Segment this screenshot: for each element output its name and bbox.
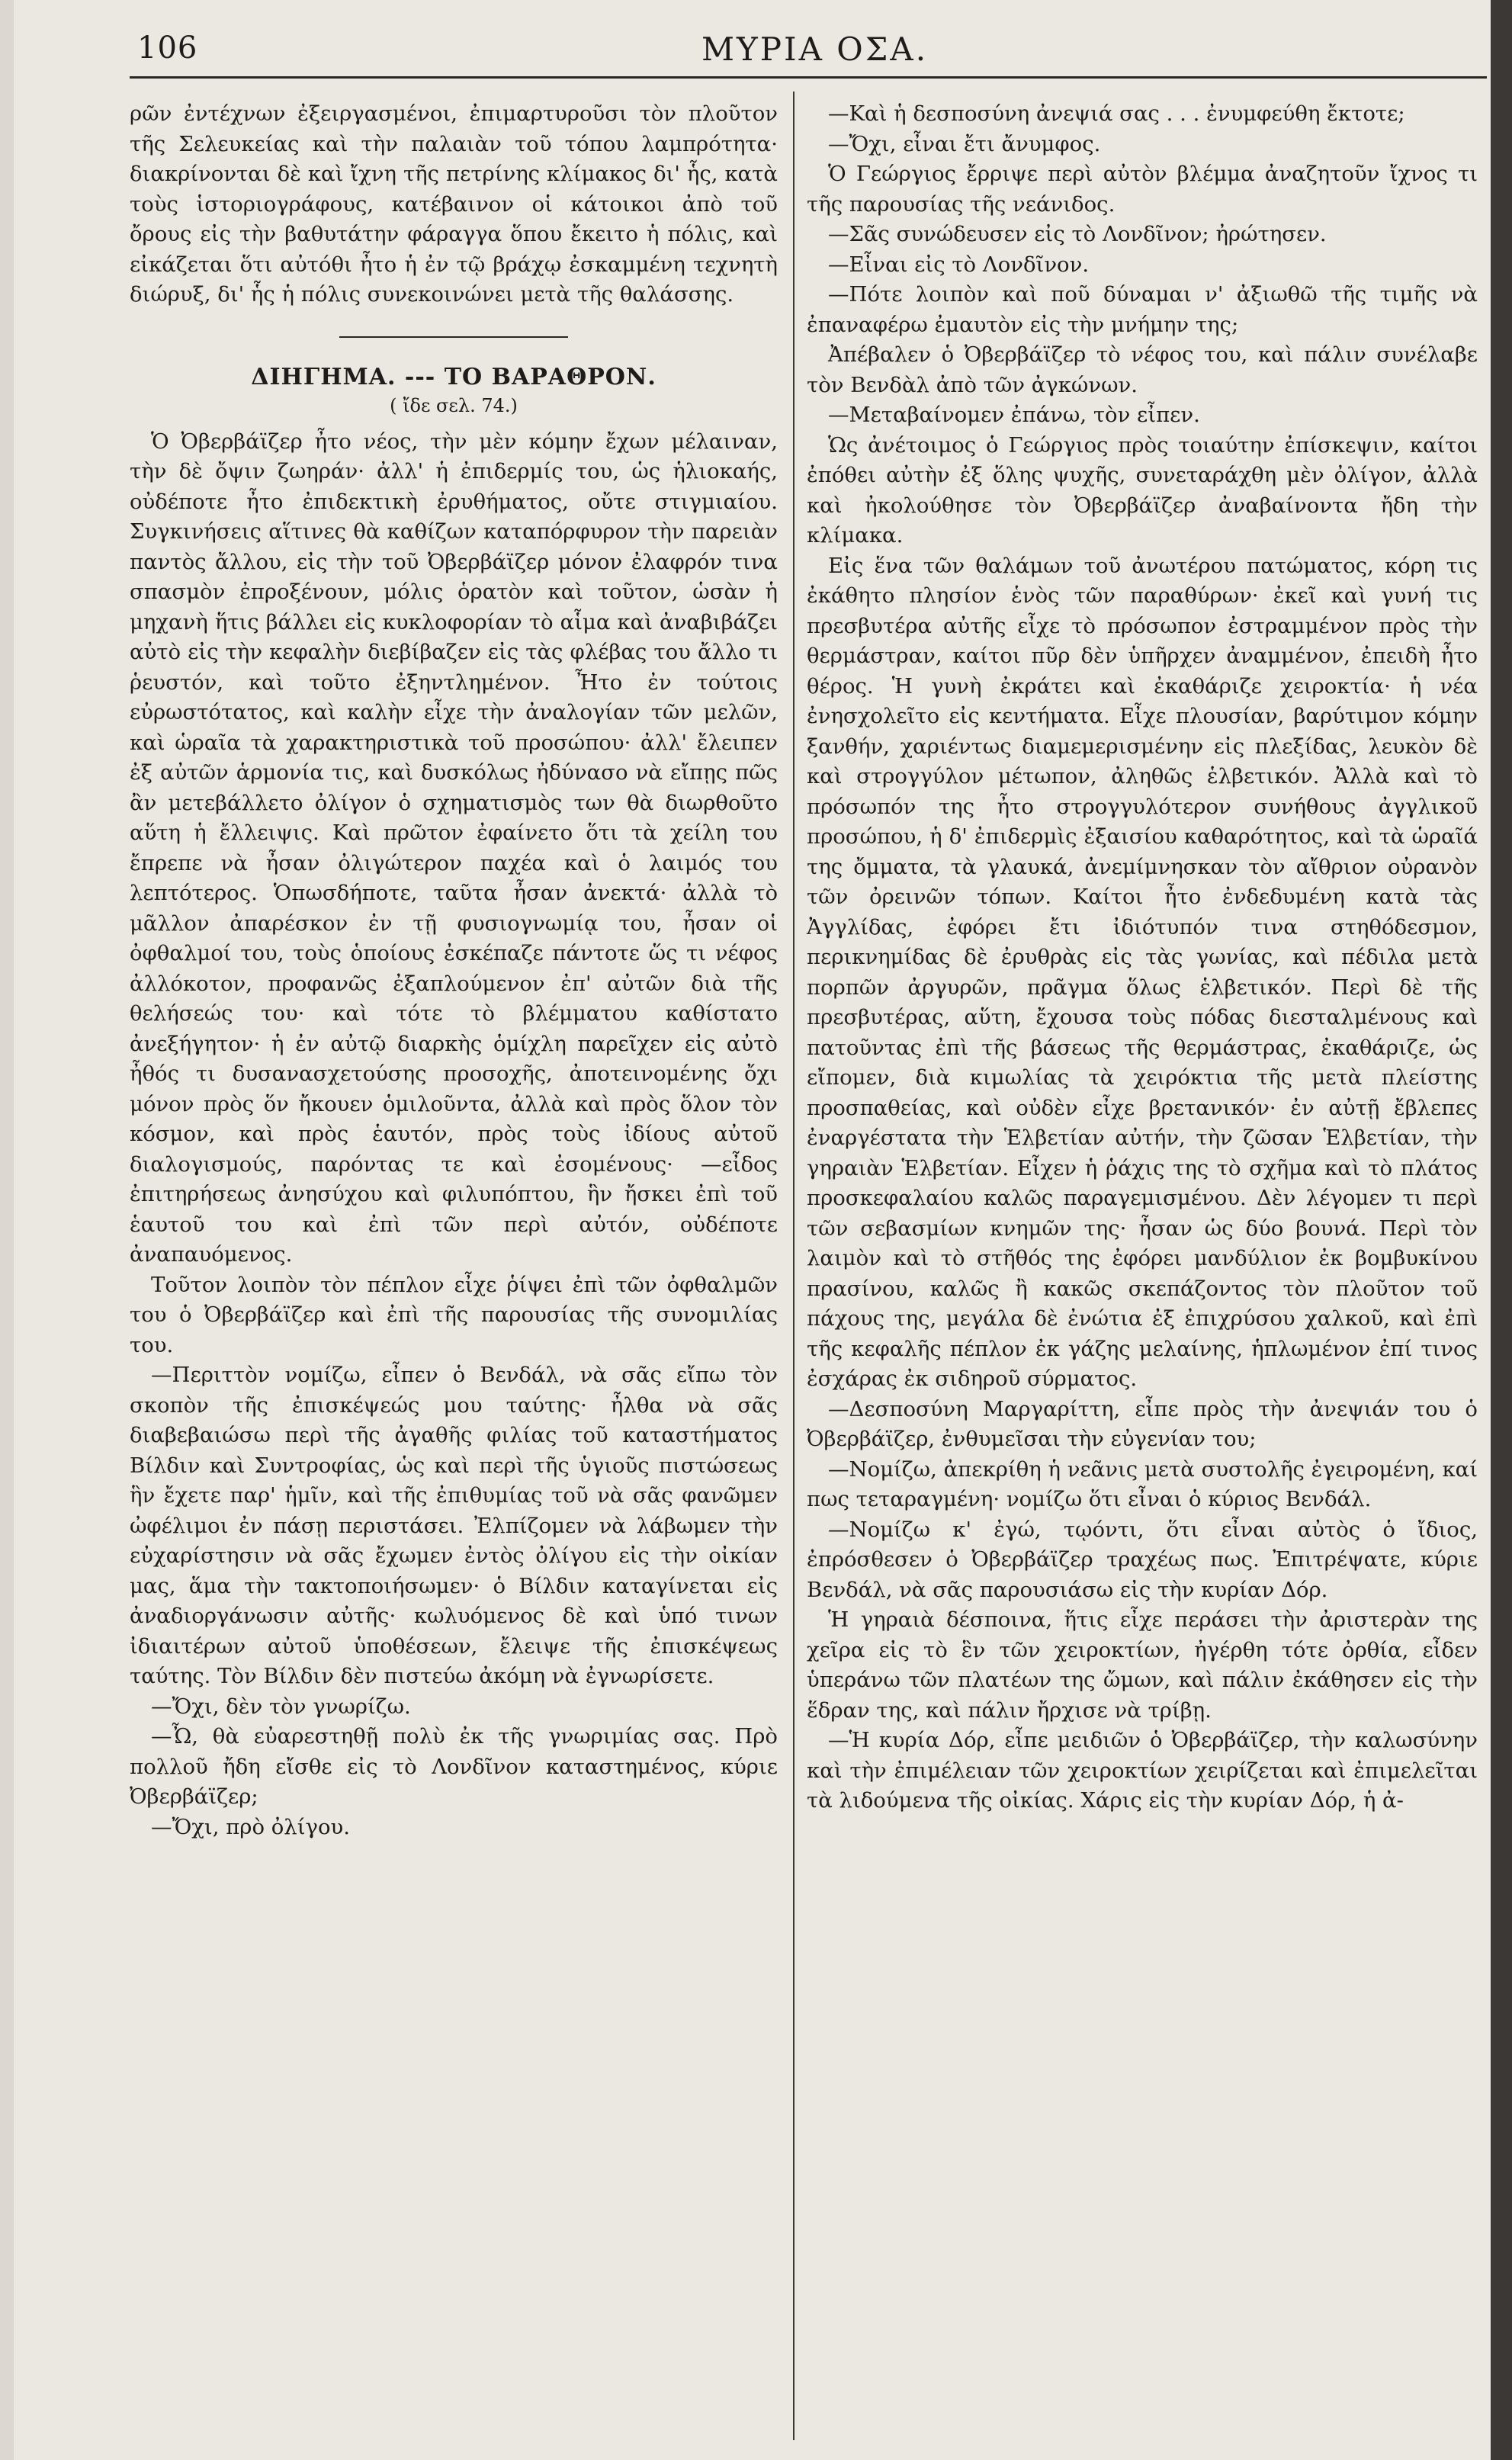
- header-rule: [130, 76, 1487, 79]
- story-paragraph: Ὁ Γεώργιος ἔρριψε περὶ αὐτὸν βλέμμα ἀναζητοῦν ἴχνος τι τῆς παρουσίας τῆς νεάνιδος.: [807, 162, 1478, 217]
- dialogue-paragraph: —Περιττὸν νομίζω, εἶπεν ὁ Βενδάλ, νὰ σᾶς εἴπω τὸν σκοπὸν τῆς ἐπισκέψεώς μου ταύτης· ἦλθα νὰ σᾶς διαβεβαιώσω περὶ τῆς ἀγαθῆς φιλίας τοῦ καταστήματος Βίλδιν καὶ Συντροφίας, ὡς καὶ περὶ τῆς ὑγιοῦς πιστώσεως ἣν ἔχετε παρ' ἡμῖν, καὶ τῆς ἐπιθυμίας τοῦ νὰ σᾶς φανῶμεν ὠφέλιμοι ἐν πάσῃ περιστάσει. Ἐλπίζομεν νὰ λάβωμεν τὴν εὐχαρίστησιν νὰ σᾶς ἔχωμεν ἐντὸς ὀλίγου εἰς τὴν οἰκίαν μας, ἅμα τὴν τακτοποιήσωμεν· ὁ Βίλδιν καταγίνεται εἰς ἀναδιοργάνωσιν αὐτῆς· κωλυόμενος δὲ καὶ ὑπό τινων ἰδιαιτέρων αὐτοῦ ὑποθέσεων, ἔλειψε τῆς ἐπισκέψεως ταύτης. Τὸν Βίλδιν δὲν πιστεύω ἀκόμη νὰ ἐγνωρίσετε.: [130, 1363, 778, 1688]
- page-number: 106: [137, 31, 198, 66]
- dialogue-paragraph: —Νομίζω, ἀπεκρίθη ἡ νεᾶνις μετὰ συστολῆς ἐγειρομένη, καί πως τεταραγμένη· νομίζω ὅτι εἶναι ὁ κύριος Βενδάλ.: [807, 1456, 1478, 1511]
- story-paragraph: Ἀπέβαλεν ὁ Ὀβερβάϊζερ τὸ νέφος του, καὶ πάλιν συνέλαβε τὸν Βενδὰλ ἀπὸ τῶν ἀγκώνων.: [807, 342, 1478, 397]
- dialogue-paragraph: —Ὄχι, εἶναι ἔτι ἄνυμφος.: [828, 131, 1101, 156]
- section-title: ΔΙΗΓΗΜΑ. --- ΤΟ ΒΑΡΑΘΡΟΝ.: [251, 363, 656, 390]
- left-column: [130, 99, 778, 1842]
- column-divider: [793, 92, 795, 2440]
- dialogue-paragraph: —Ὄχι, δὲν τὸν γνωρίζω.: [151, 1694, 411, 1719]
- dialogue-paragraph: —Ἡ κυρία Δόρ, εἶπε μειδιῶν ὁ Ὀβερβάϊζερ, τὴν καλωσύνην καὶ τὴν ἐπιμέλειαν τῶν χειροκτίων χειρίζεται καὶ ἐπιμελεῖται τὰ λιδούμενα τῆς οἰκίας. Χάρις εἰς τὴν κυρίαν Δόρ, ἡ ἀ-: [807, 1728, 1478, 1813]
- section-reference: ( ἴδε σελ. 74.): [390, 394, 518, 416]
- dialogue-paragraph: —Δεσποσύνη Μαργαρίττη, εἶπε πρὸς τὴν ἀνεψιάν του ὁ Ὀβερβάϊζερ, ἐνθυμεῖσαι τὴν εὐγενίαν του;: [807, 1396, 1478, 1451]
- dialogue-paragraph: —Πότε λοιπὸν καὶ ποῦ δύναμαι ν' ἀξιωθῶ τῆς τιμῆς νὰ ἐπαναφέρω ἐμαυτὸν εἰς τὴν μνήμην της;: [807, 282, 1478, 337]
- dialogue-paragraph: —Νομίζω κ' ἐγώ, τῳόντι, ὅτι εἶναι αὐτὸς ὁ ἴδιος, ἐπρόσθεσεν ὁ Ὀβερβάϊζερ τραχέως πως. Ἐπιτρέψατε, κύριε Βενδάλ, νὰ σᾶς παρουσιάσω εἰς τὴν κυρίαν Δόρ.: [807, 1517, 1478, 1602]
- dialogue-paragraph: —Καὶ ἡ δεσποσύνη ἀνεψιά σας . . . ἐνυμφεύθη ἔκτοτε;: [828, 101, 1405, 126]
- story-paragraph: Τοῦτον λοιπὸν τὸν πέπλον εἶχε ῥίψει ἐπὶ τῶν ὀφθαλμῶν του ὁ Ὀβερβάϊζερ καὶ ἐπὶ τῆς παρουσίας τῆς συνομιλίας του.: [130, 1272, 778, 1357]
- section-divider: [339, 336, 568, 338]
- page-header: [122, 31, 1494, 76]
- dialogue-paragraph: —Σᾶς συνώδευσεν εἰς τὸ Λονδῖνον; ἠρώτησεν.: [828, 222, 1327, 246]
- running-title: ΜΥΡΙΑ ΟΣΑ.: [701, 31, 929, 68]
- story-paragraph: Ὁ Ὀβερβάϊζερ ἦτο νέος, τὴν μὲν κόμην ἔχων μέλαιναν, τὴν δὲ ὄψιν ζωηράν· ἀλλ' ἡ ἐπιδερμίς του, ὡς ἡλιοκαής, οὐδέποτε ἦτο ἐπιδεκτικὴ ἐρυθήματος, οὔτε στιγμιαίου. Συγκινήσεις αἵτινες θὰ καθίζων καταπόρφυρον τὴν παρειὰν παντὸς ἄλλου, εἰς τὴν τοῦ Ὀβερβάϊζερ μόνον ἐλαφρόν τινα σπασμὸν ἐπροξένουν, μόλις ὁρατὸν καὶ τοῦτον, ὡσὰν ἡ μηχανὴ ἥτις βάλλει εἰς κυκλοφορίαν τὸ αἷμα καὶ ἀναβιβάζει αὐτὸ εἰς τὴν κεφαλὴν διεβίβαζεν εἰς τὰς φλέβας του ἄλλο τι ῥευστόν, καὶ τοῦτο ἐξηντλημένον. Ἦτο ἐν τούτοις εὐρωστότατος, καὶ καλὴν εἶχε τὴν ἀναλογίαν τῶν μελῶν, καὶ ὡραῖα τὰ χαρακτηριστικὰ τοῦ προσώπου· ἀλλ' ἔλειπεν ἐξ αὐτῶν ἁρμονία τις, καὶ δυσκόλως ἠδύνασο νὰ εἴπῃς πῶς ἂν μετεβάλλετο ὀλίγον ὁ σχηματισμὸς των θὰ διωρθοῦτο αὕτη ἡ ἔλλειψις. Καὶ πρῶτον ἐφαίνετο ὅτι τὰ χείλη του ἔπρεπε νὰ ἦσαν ὀλιγώτερον παχέα καὶ ὁ λαιμός του λεπτότερος. Ὁπωσδήποτε, ταῦτα ἦσαν ἀνεκτά· ἀλλὰ τὸ μᾶλλον ἀπαρέσκον ἐν τῇ φυσιογνωμίᾳ του, ἦσαν οἱ ὀφθαλμοί του, τοὺς ὁποίους ἐσκέπαζε πάντοτε ὥς τι νέφος ἀλλόκοτον, προφανῶς ἐξαπλούμενον ἐπ' αὐτῶν διὰ τῆς θελήσεώς του· καὶ τότε τὸ βλέμματου καθίστατο ἀνεξήγητον· ἡ ἐν αὐτῷ διαρκὴς ὁμίχλη παρεῖχεν εἰς αὐτὸ ἦθός τι δυσανασχετούσης προσοχῆς, ἀποτεινομένης ὄχι μόνον πρὸς ὅν ἤκουεν ὁμιλοῦντα, ἀλλὰ καὶ πρὸς ὅλον τὸν κόσμον, καὶ πρὸς ἑαυτόν, πρὸς τοὺς ἰδίους αὐτοῦ διαλογισμούς, παρόντας τε καὶ ἐσομένους· —εἶδος ἐπιτηρήσεως ἀνησύχου καὶ φιλυπόπτου, ἣν ἤσκει ἐπὶ τοῦ ἑαυτοῦ του καὶ ἐπὶ τῶν περὶ αὐτόν, οὐδέποτε ἀναπαυόμενος.: [130, 429, 778, 1267]
- article-continuation: ρῶν ἐντέχνων ἐξειργασμένοι, ἐπιμαρτυροῦσι τὸν πλοῦτον τῆς Σελευκείας καὶ τὴν παλαιὰν τοῦ τόπου λαμπρότητα· διακρίνονται δὲ καὶ ἴχνη τῆς πετρίνης κλίμακος δι' ἧς, κατὰ τοὺς ἱστοριογράφους, κατέβαινον οἱ κάτοικοι ἀπὸ τοῦ ὄρους εἰς τὴν βαθυτάτην φάραγγα ὅπου ἔκειτο ἡ πόλις, καὶ εἰκάζεται ὅτι αὐτόθι ἦτο ἡ ἐν τῷ βράχῳ ἐσκαμμένη τεχνητὴ διώρυξ, δι' ἧς ἡ πόλις συνεκοινώνει μετὰ τῆς θαλάσσης.: [130, 101, 778, 307]
- story-paragraph: Ἡ γηραιὰ δέσποινα, ἥτις εἶχε περάσει τὴν ἀριστερὰν της χεῖρα εἰς τὸ ἓν τῶν χειροκτίων, ἠγέρθη τότε ὀρθία, εἶδεν ὑπεράνω τῶν πλατέων της ὤμων, καὶ πάλιν ἐκάθησεν εἰς τὴν ἕδραν της, καὶ πάλιν ἤρχισε νὰ τρίβῃ.: [807, 1607, 1478, 1723]
- story-paragraph: Ὡς ἀνέτοιμος ὁ Γεώργιος πρὸς τοιαύτην ἐπίσκεψιν, καίτοι ἐπόθει αὐτὴν ἐξ ὅλης ψυχῆς, συνεταράχθη μὲν ὀλίγον, ἀλλὰ καὶ ἠκολούθησε τὸν Ὀβερβάϊζερ ἀναβαίνοντα ἤδη τὴν κλίμακα.: [807, 432, 1478, 548]
- page-gutter-shadow: [0, 0, 14, 2460]
- story-paragraph: Εἰς ἕνα τῶν θαλάμων τοῦ ἀνωτέρου πατώματος, κόρη τις ἐκάθητο πλησίον ἑνὸς τῶν παραθύρων· ἐκεῖ καὶ γυνή τις πρεσβυτέρα αὐτῆς εἶχε τὸ πρόσωπον ἐστραμμένον πρὸς τὴν θερμάστραν, καίτοι πῦρ δὲν ὑπῆρχεν ἀναμμένον, ἐπειδὴ ἦτο θέρος. Ἡ γυνὴ ἐκράτει καὶ ἐκαθάριζε χειροκτία· ἡ νέα ἐνησχολεῖτο εἰς κεντήματα. Εἶχε πλουσίαν, βαρύτιμον κόμην ξανθήν, χαριέντως διαμεμερισμένην εἰς πλεξίδας, λευκὸν δὲ καὶ στρογγύλον μέτωπον, ἀληθῶς ἑλβετικόν. Ἀλλὰ καὶ τὸ πρόσωπόν της ἦτο στρογγυλότερον συνήθους ἀγγλικοῦ προσώπου, ἡ δ' ἐπιδερμὶς ἐξαισίου καθαρότητος, καὶ τὰ ὡραῖά της ὄμματα, τὰ γλαυκά, ἀνεμίμνησκαν τὸν αἴθριον οὐρανὸν τῶν ὀρεινῶν τόπων. Καίτοι ἦτο ἐνδεδυμένη κατὰ τὰς Ἀγγλίδας, ἐφόρει ἔτι ἰδιότυπόν τινα στηθόδεσμον, περικνημίδας δὲ ἐρυθρὰς εἰς τὰς γωνίας, καὶ πέδιλα μετὰ πορπῶν ἀργυρῶν, πρᾶγμα ὅλως ἑλβετικόν. Περὶ δὲ τῆς πρεσβυτέρας, αὕτη, ἔχουσα τοὺς πόδας διεσταλμένους καὶ πατοῦντας ἐπὶ τῆς βάσεως τῆς θερμάστρας, ἐκαθάριζε, ὡς εἴπομεν, διὰ κιμωλίας τὰ χειρόκτια τῆς μετὰ πλείστης προσπαθείας, καὶ οὐδὲν εἶχε βρετανικόν· ἐν αὐτῇ ἔβλεπες ἐναργέστατα τὴν Ἑλβετίαν αὐτήν, τὴν ζῶσαν Ἑλβετίαν, τὴν γηραιὰν Ἑλβετίαν. Εἶχεν ἡ ῥάχις της τὸ σχῆμα καὶ τὸ πλάτος προσκεφαλαίου καλῶς παραγεμισμένου. Δὲν λέγομεν τι περὶ τῶν σεβασμίων κνημῶν της· ἦσαν ὡς δύο βουνά. Περὶ τὸν λαιμὸν καὶ τὸ στῆθός της ἐφόρει μανδύλιον ἐκ βομβυκίνου πρασίνου, καλῶς ἢ κακῶς σκεπάζοντος τὸν πλοῦτον τοῦ πάχους της, μεγάλα δὲ ἐνώτια ἐξ ἐπιχρύσου χαλκοῦ, καὶ ἐπὶ τῆς κεφαλῆς πέπλον ἐκ γάζης μελαίνης, ἡπλωμένον ἐπί τινος ἐσχάρας ἐκ σιδηροῦ σύρματος.: [807, 553, 1478, 1391]
- dialogue-paragraph: —Ὄχι, πρὸ ὀλίγου.: [151, 1814, 350, 1839]
- dialogue-paragraph: —Εἶναι εἰς τὸ Λονδῖνον.: [828, 252, 1090, 277]
- right-column: [807, 99, 1478, 1816]
- dialogue-paragraph: —Ὦ, θὰ εὐαρεστηθῇ πολὺ ἐκ τῆς γνωριμίας σας. Πρὸ πολλοῦ ἤδη εἴσθε εἰς τὸ Λονδῖνον καταστημένος, κύριε Ὀβερβάϊζερ;: [130, 1724, 778, 1809]
- dialogue-paragraph: —Μεταβαίνομεν ἐπάνω, τὸν εἶπεν.: [828, 403, 1200, 427]
- page-edge-binding: [1491, 0, 1512, 2460]
